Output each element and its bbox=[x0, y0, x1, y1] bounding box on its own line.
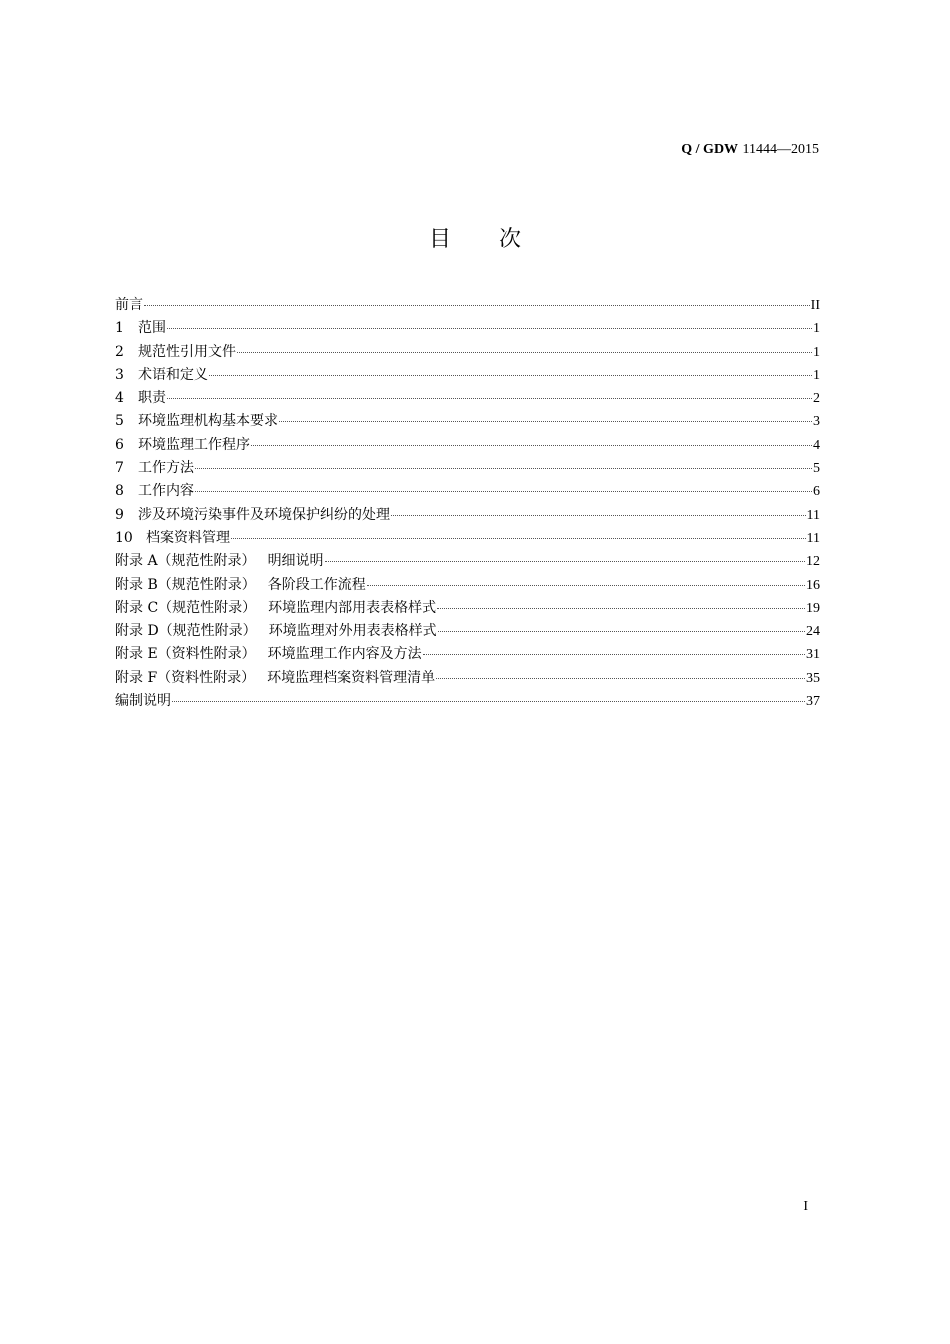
toc-entry-title: 档案资料管理 bbox=[146, 529, 230, 546]
document-code-number: 11444—2015 bbox=[742, 142, 819, 157]
toc-entry-label bbox=[115, 317, 166, 340]
toc-entry-title: 各阶段工作流程 bbox=[267, 576, 366, 593]
toc-entry-label bbox=[115, 504, 390, 527]
toc-entry-label bbox=[115, 574, 366, 597]
toc-dot-leader bbox=[209, 371, 812, 376]
page-number: I bbox=[803, 1199, 808, 1214]
toc-entry-title: 工作方法 bbox=[138, 460, 194, 477]
toc-entry-label bbox=[115, 690, 171, 713]
toc-page-number: 19 bbox=[806, 600, 820, 616]
toc-page-number: 5 bbox=[813, 461, 820, 477]
toc-entry[interactable] bbox=[115, 550, 820, 573]
toc-section-number: 9 bbox=[115, 506, 124, 523]
toc-entry[interactable] bbox=[115, 620, 820, 643]
toc-entry-title: 环境监理对外用表表格样式 bbox=[268, 623, 437, 640]
toc-entry-label bbox=[115, 294, 143, 317]
toc-entry[interactable] bbox=[115, 480, 820, 503]
toc-entry-label bbox=[115, 643, 422, 666]
toc-dot-leader bbox=[237, 348, 812, 353]
toc-entry-title: 明细说明 bbox=[267, 553, 324, 570]
toc-entry[interactable] bbox=[115, 574, 820, 597]
toc-dot-leader bbox=[167, 324, 812, 329]
toc-entry[interactable] bbox=[115, 504, 820, 527]
toc-dot-leader bbox=[195, 464, 812, 469]
toc-entry[interactable] bbox=[115, 317, 820, 340]
toc-entry-label bbox=[115, 597, 436, 620]
toc-entry-title: 涉及环境污染事件及环境保护纠纷的处理 bbox=[138, 506, 390, 523]
toc-entry-label bbox=[115, 410, 278, 433]
toc-entry-title: 环境监理工作内容及方法 bbox=[267, 646, 422, 663]
toc-entry[interactable] bbox=[115, 341, 820, 364]
toc-entry[interactable] bbox=[115, 434, 820, 457]
toc-section-number: 3 bbox=[115, 366, 124, 383]
toc-annex-designation: 附录 A（规范性附录） bbox=[115, 553, 256, 570]
toc-page-number: 1 bbox=[813, 367, 820, 383]
toc-annex-designation: 附录 E（资料性附录） bbox=[115, 646, 256, 663]
toc-entry-title: 术语和定义 bbox=[138, 366, 208, 383]
toc-page-number: 4 bbox=[813, 437, 820, 453]
toc-entry-title: 环境监理内部用表表格样式 bbox=[268, 599, 437, 616]
toc-page-number: 11 bbox=[806, 507, 820, 523]
toc-section-number: 6 bbox=[115, 436, 124, 453]
toc-section-number: 5 bbox=[115, 413, 124, 430]
toc-entry[interactable] bbox=[115, 294, 820, 317]
toc-entry-label bbox=[115, 364, 208, 387]
toc-dot-leader bbox=[423, 650, 805, 655]
toc-dot-leader bbox=[436, 674, 805, 679]
toc-annex-designation: 附录 B（规范性附录） bbox=[115, 576, 256, 593]
toc-section-number: 4 bbox=[115, 390, 124, 407]
toc-page-number: 11 bbox=[806, 530, 820, 546]
toc-dot-leader bbox=[391, 511, 806, 516]
toc-dot-leader bbox=[279, 417, 812, 422]
toc-page-number: 37 bbox=[806, 694, 820, 710]
toc-entry[interactable] bbox=[115, 410, 820, 433]
toc-section-number: 7 bbox=[115, 460, 124, 477]
toc-entry[interactable] bbox=[115, 527, 820, 550]
toc-entry[interactable] bbox=[115, 597, 820, 620]
toc-entry-title: 规范性引用文件 bbox=[138, 343, 236, 360]
toc-entry-title: 职责 bbox=[138, 390, 166, 407]
toc-dot-leader bbox=[167, 394, 812, 399]
document-code-prefix: Q / GDW bbox=[681, 142, 739, 157]
toc-title: 目次 bbox=[428, 227, 569, 252]
toc-dot-leader bbox=[325, 557, 805, 562]
toc-dot-leader bbox=[195, 487, 812, 492]
toc-entry-label bbox=[115, 387, 166, 410]
toc-annex-designation: 附录 C（规范性附录） bbox=[115, 599, 257, 616]
toc-entry-label bbox=[115, 550, 324, 573]
toc-section-number: 8 bbox=[115, 483, 124, 500]
toc-dot-leader bbox=[251, 441, 812, 446]
toc-entry-label bbox=[115, 434, 250, 457]
toc-entry-title: 环境监理工作程序 bbox=[138, 436, 250, 453]
toc-entry[interactable] bbox=[115, 457, 820, 480]
toc-dot-leader bbox=[144, 301, 810, 306]
toc-page-number: 3 bbox=[813, 414, 820, 430]
toc-annex-designation: 附录 F（资料性附录） bbox=[115, 669, 256, 686]
toc-page-number: 1 bbox=[813, 321, 820, 337]
toc-dot-leader bbox=[172, 697, 805, 702]
toc-dot-leader bbox=[367, 581, 805, 586]
toc-entry[interactable] bbox=[115, 364, 820, 387]
toc-section-number: 2 bbox=[115, 343, 124, 360]
table-of-contents bbox=[115, 294, 820, 713]
toc-entry-title: 编制说明 bbox=[115, 693, 171, 710]
toc-entry-title: 工作内容 bbox=[138, 483, 194, 500]
toc-page-number: 35 bbox=[806, 670, 820, 686]
toc-page-number: 2 bbox=[813, 391, 820, 407]
toc-page-number: 6 bbox=[813, 484, 820, 500]
toc-entry-title: 前言 bbox=[115, 297, 143, 313]
toc-annex-designation: 附录 D（规范性附录） bbox=[115, 623, 257, 640]
toc-entry[interactable] bbox=[115, 667, 820, 690]
toc-page-number: 1 bbox=[813, 344, 820, 360]
toc-entry[interactable] bbox=[115, 387, 820, 410]
toc-entry-label bbox=[115, 341, 236, 364]
toc-dot-leader bbox=[437, 604, 805, 609]
toc-entry[interactable] bbox=[115, 643, 820, 666]
toc-section-number: 10 bbox=[115, 529, 133, 546]
toc-page-number: 12 bbox=[806, 554, 820, 570]
toc-entry-title: 范围 bbox=[138, 320, 166, 337]
toc-entry-label bbox=[115, 480, 194, 503]
toc-entry[interactable] bbox=[115, 690, 820, 713]
toc-page-number: 31 bbox=[806, 647, 820, 663]
toc-page-number: II bbox=[810, 298, 820, 313]
toc-section-number: 1 bbox=[115, 320, 124, 337]
toc-entry-label bbox=[115, 667, 435, 690]
toc-entry-label bbox=[115, 457, 194, 480]
toc-entry-label bbox=[115, 620, 437, 643]
toc-page-number: 24 bbox=[806, 624, 820, 640]
document-code bbox=[681, 141, 819, 158]
toc-page-number: 16 bbox=[806, 577, 820, 593]
toc-dot-leader bbox=[438, 627, 805, 632]
toc-entry-title: 环境监理档案资料管理清单 bbox=[267, 669, 436, 686]
toc-entry-title: 环境监理机构基本要求 bbox=[138, 413, 278, 430]
toc-dot-leader bbox=[231, 534, 806, 539]
toc-entry-label bbox=[115, 527, 230, 550]
